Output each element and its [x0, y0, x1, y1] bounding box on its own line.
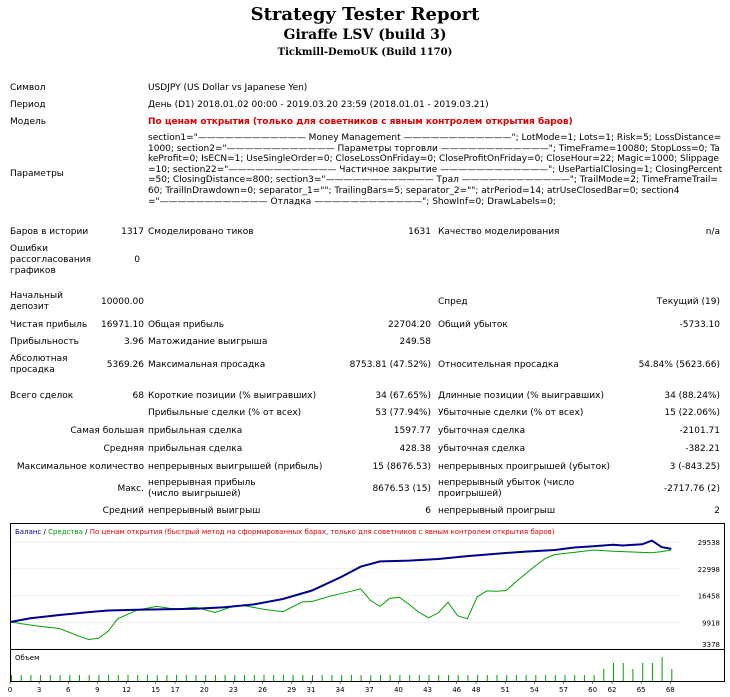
grossprofit-label: Общая прибыль	[148, 320, 225, 330]
pf-value: 3.96	[123, 337, 144, 347]
avgcons-profit-label: непрерывный выигрыш	[148, 506, 261, 516]
volume-bar	[662, 657, 663, 681]
quality-label: Качество моделирования	[438, 227, 560, 237]
absdd-value: 5369.26	[106, 360, 144, 370]
volume-bar	[613, 663, 614, 681]
x-tick-label: 43	[423, 686, 432, 694]
x-tick-label: 34	[335, 686, 345, 694]
bars-label: Баров в истории	[10, 227, 89, 237]
volume-bar	[176, 675, 177, 681]
avg-profit-value: 428.38	[399, 444, 431, 454]
largest-profit-value: 1597.77	[393, 426, 431, 436]
profit-trades-value: 53 (77.94%)	[375, 408, 431, 418]
x-tick-label: 57	[559, 686, 568, 694]
expected-value: 249.58	[399, 337, 431, 347]
volume-bar	[594, 675, 595, 681]
y-tick-label: 29538	[697, 539, 720, 548]
x-tick-label: 9	[95, 686, 100, 694]
params-value: section1="———————————— Money Management ————————————"; LotMode=1; Lots=1; Risk=5; LossDistance=1000; section2="———————————— Параметры торговли ————————————"; TimeFrame=10080; StopLoss=0; TakeProfit=0; IsECN=1; UseSingleOrder=0; CloseLossOnFriday=0; CloseProfitOnFriday=0; CloseHour=22; Magic=1000; Slippage=10; section22="———————————— Частичное закрытие ————————————"; UsePartialClosing=1; ClosingPercent=50; ClosingDistance=800; section3="———————————— Трал ————————————"; TrailMode=2; TimeFrameTrail=60; TrailInDrawdown=0; separator_1=""; TrailingBars=5; separator_2=""; atrPeriod=14; atrUseClosedBar=0; section4="———————————— Отладка ————————————"; ShowInf=0; DrawLabels=0;	[148, 133, 723, 207]
volume-label: Объем	[15, 654, 40, 662]
maxcount-profit-label: непрерывных выигрышей (прибыль)	[148, 462, 323, 472]
volume-bar	[50, 675, 51, 681]
x-axis	[7, 682, 723, 694]
volume-bar	[477, 675, 478, 681]
volume-bar	[341, 675, 342, 681]
maxdd-value: 8753.81 (47.52%)	[349, 360, 431, 370]
legend-sep-2: /	[82, 528, 90, 536]
x-tick-label: 40	[393, 686, 403, 694]
volume-bar	[361, 675, 362, 681]
x-tick-label: 0	[7, 686, 13, 694]
volume-bar	[196, 675, 197, 681]
volume-bar	[409, 675, 410, 681]
volume-bar	[98, 675, 99, 681]
long-value: 34 (88.24%)	[664, 391, 720, 401]
volume-bar	[264, 675, 265, 681]
volume-bar	[234, 675, 235, 681]
volume-bar	[137, 675, 138, 681]
largest-profit-label: прибыльная сделка	[148, 426, 243, 436]
x-tick-label: 62	[607, 686, 617, 694]
volume-bar	[331, 675, 332, 681]
period-value: День (D1) 2018.01.02 00:00 - 2019.03.20 23:59 (2018.01.01 - 2019.03.21)	[148, 100, 489, 110]
x-tick-label: 15	[151, 686, 161, 694]
x-tick-label: 46	[452, 686, 462, 694]
maxdd-label: Максимальная просадка	[148, 360, 266, 370]
volume-bar	[448, 675, 449, 681]
volume-bar	[215, 675, 216, 681]
volume-bar	[273, 675, 274, 681]
maxcount-profit-value: 15 (8676.53)	[372, 462, 431, 472]
x-tick-label: 65	[636, 686, 646, 694]
x-tick-label: 12	[122, 686, 131, 694]
model-value: По ценам открытия (только для советников с явным контролем открытия баров)	[148, 117, 573, 127]
avgcons-profit-value: 6	[425, 506, 431, 516]
legend-sep-1: /	[41, 528, 49, 536]
x-tick-label: 29	[287, 686, 297, 694]
deposit-label: Начальный депозит	[10, 291, 64, 312]
y-tick-label: 22998	[697, 565, 720, 574]
maxcons-loss-value: -2717.76 (2)	[663, 484, 720, 494]
volume-bar	[516, 675, 517, 681]
volume-bar	[603, 669, 604, 681]
volume-bar	[225, 675, 226, 681]
y-tick-label: 16458	[697, 592, 720, 601]
volume-bar	[574, 675, 575, 681]
volume-bar	[351, 675, 352, 681]
params-label: Параметры	[10, 169, 64, 179]
netprofit-label: Чистая прибыль	[10, 320, 88, 330]
maxcons-loss-label: непрерывный убыток (число проигрышей)	[438, 478, 575, 499]
absdd-label: Абсолютная просадка	[10, 354, 68, 375]
maxcount-label: Максимальное количество	[16, 462, 144, 472]
balance-chart	[10, 523, 725, 650]
long-label: Длинные позиции (% выигравших)	[438, 391, 604, 401]
x-tick-label: 17	[170, 686, 180, 694]
avgcons-loss-label: непрерывный проигрыш	[438, 506, 556, 516]
volume-bar	[60, 675, 61, 681]
expected-label: Матожидание выигрыша	[148, 337, 268, 347]
volume-chart-svg	[11, 650, 724, 681]
legend-equity: Средства	[48, 528, 83, 536]
spread-label: Спред	[438, 297, 468, 307]
x-tick-label: 20	[199, 686, 209, 694]
trades-label: Всего сделок	[10, 391, 74, 401]
volume-bar	[584, 675, 585, 681]
volume-bar	[370, 675, 371, 681]
volume-bar	[526, 675, 527, 681]
symbol-value: USDJPY (US Dollar vs Japanese Yen)	[148, 83, 308, 93]
y-tick-label: 9918	[702, 619, 720, 628]
maxcount-loss-value: 3 (-843.25)	[669, 462, 720, 472]
x-tick-label: 37	[364, 686, 374, 694]
netprofit-value: 16971.10	[101, 320, 144, 330]
volume-bar	[254, 675, 255, 681]
maxcons-profit-label: непрерывная прибыль (число выигрышей)	[148, 478, 256, 499]
volume-bar	[293, 675, 294, 681]
grossloss-value: -5733.10	[679, 320, 720, 330]
grossloss-label: Общий убыток	[438, 320, 508, 330]
x-tick-label: 48	[471, 686, 481, 694]
pf-label: Прибыльность	[10, 337, 79, 347]
report-title: Strategy Tester Report	[250, 4, 480, 25]
volume-bar	[30, 675, 31, 681]
x-tick-label: 68	[665, 686, 675, 694]
balance-chart-svg	[11, 524, 724, 649]
volume-bar	[108, 675, 109, 681]
volume-bar	[429, 675, 430, 681]
maxcons-profit-value: 8676.53 (15)	[372, 484, 431, 494]
short-value: 34 (67.65%)	[375, 391, 431, 401]
volume-bar	[312, 675, 313, 681]
avgcons-label: Средний	[102, 506, 144, 516]
volume-bar	[322, 675, 323, 681]
volume-bar	[157, 675, 158, 681]
legend-balance: Баланс	[15, 528, 42, 536]
symbol-label: Символ	[10, 83, 46, 93]
volume-bar	[506, 675, 507, 681]
volume-bar	[186, 675, 187, 681]
volume-bar	[147, 675, 148, 681]
quality-value: n/a	[705, 227, 720, 237]
reldd-value: 54.84% (5623.66)	[638, 360, 720, 370]
volume-bar	[652, 663, 653, 681]
errors-value: 0	[134, 255, 140, 265]
volume-bar	[545, 675, 546, 681]
volume-bar	[458, 675, 459, 681]
volume-bar	[302, 675, 303, 681]
volume-bar	[438, 675, 439, 681]
legend-model: По ценам открытия (быстрый метод на сформированных барах, только для советников с явным контролем открытия баров)	[89, 528, 555, 536]
x-tick-label: 31	[306, 686, 316, 694]
volume-bar	[555, 675, 556, 681]
spread-value: Текущий (19)	[656, 297, 720, 307]
avg-loss-label: убыточная сделка	[438, 444, 526, 454]
short-label: Короткие позиции (% выигравших)	[148, 391, 317, 401]
volume-bar	[390, 675, 391, 681]
x-tick-label: 60	[588, 686, 598, 694]
period-label: Период	[10, 100, 46, 110]
volume-bar	[623, 663, 624, 681]
maxcount-loss-label: непрерывных проигрышей (убыток)	[438, 462, 611, 472]
avgcons-loss-value: 2	[714, 506, 720, 516]
volume-bar	[21, 675, 22, 681]
volume-bar	[69, 675, 70, 681]
volume-bar	[40, 675, 41, 681]
x-axis-svg	[7, 682, 723, 694]
x-tick-label: 6	[66, 686, 71, 694]
largest-loss-value: -2101.71	[679, 426, 720, 436]
volume-bar	[497, 675, 498, 681]
largest-loss-label: убыточная сделка	[438, 426, 526, 436]
trades-value: 68	[132, 391, 144, 401]
volume-bar	[642, 663, 643, 681]
volume-bar	[89, 675, 90, 681]
volume-bar	[399, 675, 400, 681]
volume-bar	[79, 675, 80, 681]
report-server: Tickmill-DemoUK (Build 1170)	[277, 47, 453, 58]
largest-label: Самая большая	[70, 426, 144, 436]
x-tick-label: 23	[228, 686, 238, 694]
loss-trades-value: 15 (22.06%)	[664, 408, 720, 418]
volume-bar	[632, 669, 633, 681]
volume-bar	[671, 669, 672, 681]
volume-bar	[205, 675, 206, 681]
volume-bar	[380, 675, 381, 681]
volume-bar	[487, 675, 488, 681]
volume-bar	[419, 675, 420, 681]
profit-trades-label: Прибыльные сделки (% от всех)	[148, 408, 302, 418]
legend-text	[15, 528, 555, 536]
loss-trades-label: Убыточные сделки (% от всех)	[438, 408, 584, 418]
ticks-label: Смоделировано тиков	[148, 227, 254, 237]
x-tick-label: 51	[500, 686, 510, 694]
avg-label: Средняя	[103, 444, 144, 454]
deposit-value: 10000.00	[101, 297, 144, 307]
volume-bar	[565, 675, 566, 681]
volume-bar	[118, 675, 119, 681]
maxcons-label: Макс.	[117, 484, 144, 494]
report-subtitle: Giraffe LSV (build 3)	[283, 27, 447, 43]
volume-bar	[283, 675, 284, 681]
equity-line	[11, 550, 671, 640]
volume-bar	[535, 675, 536, 681]
volume-bar	[467, 675, 468, 681]
ticks-value: 1631	[408, 227, 431, 237]
volume-bar	[166, 675, 167, 681]
y-tick-label: 3378	[702, 641, 720, 649]
volume-bar	[244, 675, 245, 681]
model-label: Модель	[10, 117, 47, 127]
avg-profit-label: прибыльная сделка	[148, 444, 243, 454]
x-tick-label: 26	[258, 686, 267, 694]
grossprofit-value: 22704.20	[388, 320, 431, 330]
avg-loss-value: -382.21	[685, 444, 720, 454]
reldd-label: Относительная просадка	[438, 360, 559, 370]
volume-bar	[11, 675, 12, 681]
bars-value: 1317	[121, 227, 144, 237]
x-tick-label: 54	[529, 686, 539, 694]
volume-chart	[10, 649, 725, 682]
x-tick-label: 3	[36, 686, 42, 694]
volume-bar	[128, 675, 129, 681]
errors-label: Ошибки рассогласования графиков	[10, 244, 92, 276]
